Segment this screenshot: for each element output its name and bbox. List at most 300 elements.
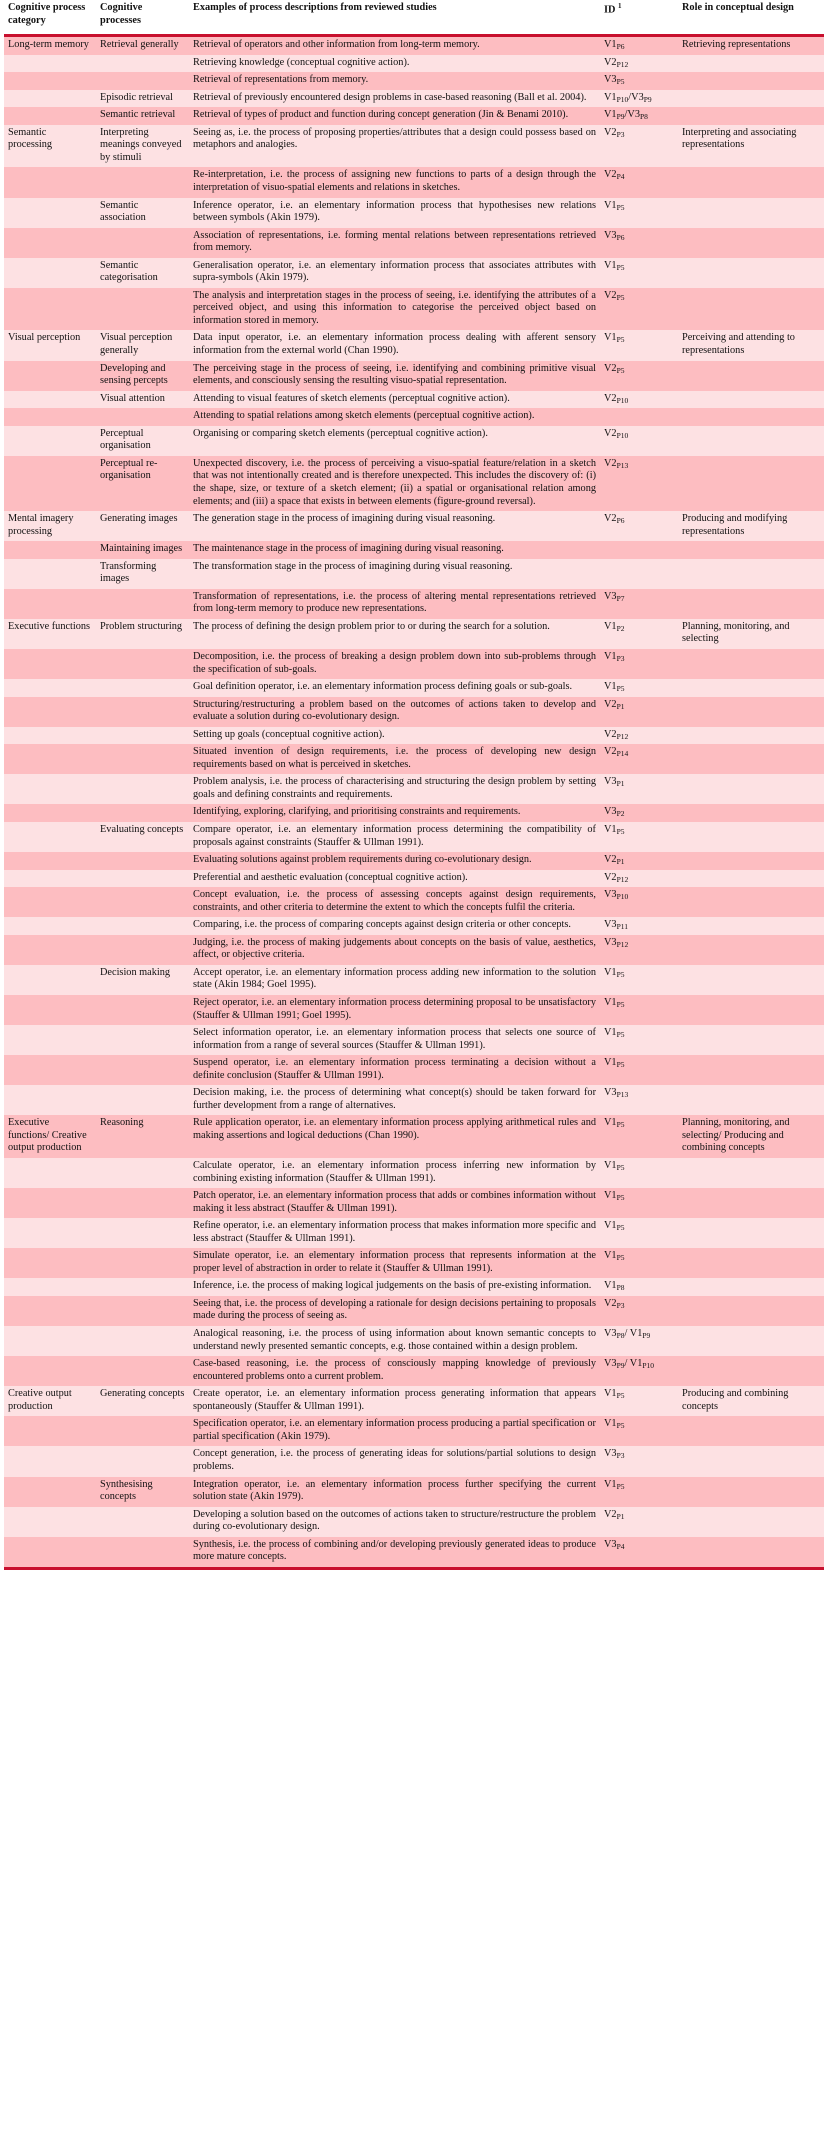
category-cell bbox=[4, 1248, 96, 1278]
process-cell bbox=[96, 870, 189, 888]
id-subscript: P6 bbox=[616, 232, 625, 242]
id-subscript: P4 bbox=[616, 172, 625, 182]
process-cell: Episodic retrieval bbox=[96, 90, 189, 108]
process-cell bbox=[96, 1248, 189, 1278]
role-cell bbox=[678, 1477, 824, 1507]
table-row bbox=[4, 935, 824, 965]
table-row bbox=[4, 744, 824, 774]
description-cell: Create operator, i.e. an elementary information process generating information that appears spontaneously (Stauffer & Ullman 1991). bbox=[189, 1386, 600, 1416]
id-cell bbox=[600, 55, 678, 73]
category-cell bbox=[4, 1446, 96, 1476]
process-cell bbox=[96, 1218, 189, 1248]
category-cell bbox=[4, 456, 96, 511]
table-row bbox=[4, 90, 824, 108]
role-cell bbox=[678, 935, 824, 965]
id-subscript: P9 bbox=[616, 112, 625, 122]
header-process: Cognitive processes bbox=[96, 0, 189, 36]
id-prefix: V2 bbox=[604, 728, 617, 740]
category-cell bbox=[4, 288, 96, 331]
category-cell bbox=[4, 774, 96, 804]
table-row bbox=[4, 408, 824, 426]
role-cell bbox=[678, 1356, 824, 1386]
description-cell: Developing a solution based on the outcomes of actions taken to structure/restructure the problem during co-evolutionary design. bbox=[189, 1507, 600, 1537]
process-cell bbox=[96, 935, 189, 965]
id-subscript: P5 bbox=[616, 826, 625, 836]
id-prefix: V2 bbox=[604, 169, 617, 181]
description-cell: Integration operator, i.e. an elementary information process further specifying the current solution state (Akin 1979). bbox=[189, 1477, 600, 1507]
id-subscript: P9 bbox=[643, 94, 652, 104]
id-cell bbox=[600, 852, 678, 870]
id-cell bbox=[600, 1446, 678, 1476]
id-prefix: V3 bbox=[604, 919, 617, 931]
id-prefix: V1 bbox=[604, 199, 617, 211]
id-prefix: V2 bbox=[604, 854, 617, 866]
id-cell bbox=[600, 72, 678, 90]
description-cell: Calculate operator, i.e. an elementary information process inferring new information by combining existing information (Stauffer & Ullman 1991). bbox=[189, 1158, 600, 1188]
id-cell bbox=[600, 107, 678, 125]
description-cell: Data input operator, i.e. an elementary information process dealing with afferent sensory information from the external world (Chan 1990). bbox=[189, 330, 600, 360]
category-cell bbox=[4, 1416, 96, 1446]
description-cell: Simulate operator, i.e. an elementary information process that represents information at the proper level of abstraction in order to relate it (Stauffer & Ullman 1991). bbox=[189, 1248, 600, 1278]
description-cell: Goal definition operator, i.e. an elementary information process defining goals or sub-goals. bbox=[189, 679, 600, 697]
id-subscript: P3 bbox=[616, 1451, 625, 1461]
id-cell bbox=[600, 1296, 678, 1326]
table-row bbox=[4, 456, 824, 511]
process-cell: Transforming images bbox=[96, 559, 189, 589]
id-prefix: V2 bbox=[604, 871, 617, 883]
id-prefix: / V1 bbox=[624, 1358, 643, 1370]
id-prefix: V2 bbox=[604, 427, 617, 439]
table-row bbox=[4, 917, 824, 935]
table-row bbox=[4, 804, 824, 822]
table-row bbox=[4, 1158, 824, 1188]
id-cell bbox=[600, 1248, 678, 1278]
category-cell bbox=[4, 965, 96, 995]
description-cell: Synthesis, i.e. the process of combining and/or developing previously generated ideas to produce more mature concepts. bbox=[189, 1537, 600, 1567]
id-cell bbox=[600, 90, 678, 108]
process-cell bbox=[96, 697, 189, 727]
id-cell bbox=[600, 330, 678, 360]
table-row bbox=[4, 107, 824, 125]
role-cell bbox=[678, 870, 824, 888]
table-row bbox=[4, 288, 824, 331]
table-row bbox=[4, 1446, 824, 1476]
role-cell bbox=[678, 1416, 824, 1446]
process-cell: Developing and sensing percepts bbox=[96, 361, 189, 391]
id-prefix: V3 bbox=[604, 776, 617, 788]
description-cell: The process of defining the design problem prior to or during the search for a solution. bbox=[189, 619, 600, 649]
id-cell bbox=[600, 649, 678, 679]
id-cell bbox=[600, 1158, 678, 1188]
id-subscript: P5 bbox=[616, 1223, 625, 1233]
role-cell bbox=[678, 1085, 824, 1115]
table-row bbox=[4, 589, 824, 619]
process-cell: Generating images bbox=[96, 511, 189, 541]
table-row bbox=[4, 965, 824, 995]
table-row bbox=[4, 697, 824, 727]
role-cell bbox=[678, 559, 824, 589]
id-subscript: P4 bbox=[616, 1541, 625, 1551]
role-cell bbox=[678, 1025, 824, 1055]
category-cell bbox=[4, 559, 96, 589]
id-cell bbox=[600, 125, 678, 168]
id-cell bbox=[600, 258, 678, 288]
id-cell bbox=[600, 774, 678, 804]
id-subscript: P5 bbox=[616, 1253, 625, 1263]
role-cell bbox=[678, 228, 824, 258]
role-cell bbox=[678, 198, 824, 228]
id-subscript: P1 bbox=[616, 779, 625, 789]
description-cell: Concept evaluation, i.e. the process of assessing concepts against design requirements, constraints, and other criteria to determine the extent to which the concepts fulfil the criteria. bbox=[189, 887, 600, 917]
id-subscript: P13 bbox=[616, 1090, 629, 1100]
role-cell bbox=[678, 456, 824, 511]
cognitive-process-table bbox=[4, 0, 824, 1567]
category-cell bbox=[4, 107, 96, 125]
process-cell: Generating concepts bbox=[96, 1386, 189, 1416]
description-cell: The generation stage in the process of imagining during visual reasoning. bbox=[189, 511, 600, 541]
role-cell bbox=[678, 90, 824, 108]
description-cell: Organising or comparing sketch elements (perceptual cognitive action). bbox=[189, 426, 600, 456]
id-prefix: V3 bbox=[604, 1328, 617, 1340]
category-cell bbox=[4, 90, 96, 108]
category-cell bbox=[4, 391, 96, 409]
process-cell bbox=[96, 1507, 189, 1537]
process-cell: Decision making bbox=[96, 965, 189, 995]
id-subscript: P8 bbox=[616, 1283, 625, 1293]
header-id bbox=[600, 0, 678, 36]
id-prefix: V2 bbox=[604, 56, 617, 68]
id-subscript: P5 bbox=[616, 77, 625, 87]
id-prefix: V3 bbox=[604, 1358, 617, 1370]
description-cell: Retrieval of operators and other information from long-term memory. bbox=[189, 36, 600, 55]
process-cell bbox=[96, 995, 189, 1025]
table-row bbox=[4, 228, 824, 258]
description-cell: Re-interpretation, i.e. the process of assigning new functions to parts of a design through the interpretation of visuo-spatial elements and relations in sketches. bbox=[189, 167, 600, 197]
id-prefix: V3 bbox=[604, 590, 617, 602]
id-prefix: V1 bbox=[604, 681, 617, 693]
id-prefix: V1 bbox=[604, 1280, 617, 1292]
id-cell bbox=[600, 870, 678, 888]
id-cell bbox=[600, 559, 678, 589]
id-prefix: V1 bbox=[604, 1388, 617, 1400]
description-cell: Association of representations, i.e. forming mental relations between representations retrieved from memory. bbox=[189, 228, 600, 258]
process-cell bbox=[96, 1446, 189, 1476]
table-row bbox=[4, 258, 824, 288]
description-cell: Reject operator, i.e. an elementary information process determining proposal to be unsatisfactory (Stauffer & Ullman 1991; Goel 1995). bbox=[189, 995, 600, 1025]
id-cell bbox=[600, 391, 678, 409]
id-prefix: V2 bbox=[604, 1508, 617, 1520]
category-cell bbox=[4, 822, 96, 852]
process-cell bbox=[96, 727, 189, 745]
category-cell bbox=[4, 649, 96, 679]
id-subscript: P1 bbox=[616, 857, 625, 867]
table-row bbox=[4, 822, 824, 852]
process-cell bbox=[96, 774, 189, 804]
description-cell: Decision making, i.e. the process of determining what concept(s) should be taken forward for further development from a range of alternatives. bbox=[189, 1085, 600, 1115]
table-body bbox=[4, 36, 824, 1567]
description-cell: Identifying, exploring, clarifying, and prioritising constraints and requirements. bbox=[189, 804, 600, 822]
process-cell: Visual perception generally bbox=[96, 330, 189, 360]
header-role: Role in conceptual design bbox=[678, 0, 824, 36]
id-subscript: P8 bbox=[616, 1331, 625, 1341]
process-cell bbox=[96, 55, 189, 73]
id-subscript: P5 bbox=[616, 1030, 625, 1040]
process-cell: Semantic retrieval bbox=[96, 107, 189, 125]
id-subscript: P10 bbox=[642, 1361, 655, 1371]
process-cell bbox=[96, 167, 189, 197]
header-id-footnote: 1 bbox=[618, 2, 622, 10]
id-cell bbox=[600, 1218, 678, 1248]
table-row bbox=[4, 198, 824, 228]
description-cell: Seeing as, i.e. the process of proposing properties/attributes that a design could possess based on metaphors and analogies. bbox=[189, 125, 600, 168]
category-cell: Visual perception bbox=[4, 330, 96, 360]
id-cell bbox=[600, 727, 678, 745]
category-cell bbox=[4, 72, 96, 90]
id-subscript: P5 bbox=[616, 1391, 625, 1401]
role-cell bbox=[678, 744, 824, 774]
table-row bbox=[4, 1188, 824, 1218]
category-cell bbox=[4, 228, 96, 258]
id-cell bbox=[600, 288, 678, 331]
id-cell bbox=[600, 1115, 678, 1158]
description-cell: Retrieval of previously encountered design problems in case-based reasoning (Ball et al. 2004). bbox=[189, 90, 600, 108]
process-cell bbox=[96, 1085, 189, 1115]
description-cell: Refine operator, i.e. an elementary information process that makes information more specific and less abstract (Stauffer & Ullman 1991). bbox=[189, 1218, 600, 1248]
table-row bbox=[4, 72, 824, 90]
id-subscript: P5 bbox=[616, 1163, 625, 1173]
process-cell bbox=[96, 852, 189, 870]
category-cell bbox=[4, 1326, 96, 1356]
role-cell: Planning, monitoring, and selecting/ Producing and combining concepts bbox=[678, 1115, 824, 1158]
role-cell bbox=[678, 426, 824, 456]
id-subscript: P5 bbox=[616, 292, 625, 302]
role-cell bbox=[678, 679, 824, 697]
table-row bbox=[4, 391, 824, 409]
description-cell: Judging, i.e. the process of making judgements about concepts on the basis of value, aesthetics, affect, or objective criteria. bbox=[189, 935, 600, 965]
description-cell: Specification operator, i.e. an elementary information process producing a partial specification or partial specification (Akin 1979). bbox=[189, 1416, 600, 1446]
header-category: Cognitive process category bbox=[4, 0, 96, 36]
id-prefix: V3 bbox=[604, 1087, 617, 1099]
category-cell bbox=[4, 1188, 96, 1218]
id-cell bbox=[600, 408, 678, 426]
process-cell bbox=[96, 408, 189, 426]
role-cell bbox=[678, 589, 824, 619]
table-row bbox=[4, 125, 824, 168]
id-subscript: P1 bbox=[616, 701, 625, 711]
table-row bbox=[4, 55, 824, 73]
table-row bbox=[4, 1416, 824, 1446]
id-cell bbox=[600, 511, 678, 541]
id-prefix: V1 bbox=[604, 1117, 617, 1129]
id-cell bbox=[600, 995, 678, 1025]
role-cell bbox=[678, 1537, 824, 1567]
table-header bbox=[4, 0, 824, 36]
role-cell: Retrieving representations bbox=[678, 36, 824, 55]
role-cell bbox=[678, 727, 824, 745]
id-prefix: V2 bbox=[604, 513, 617, 525]
role-cell bbox=[678, 55, 824, 73]
description-cell: Accept operator, i.e. an elementary information process adding new information to the solution state (Akin 1984; Goel 1995). bbox=[189, 965, 600, 995]
table-row bbox=[4, 511, 824, 541]
table-row bbox=[4, 1278, 824, 1296]
id-subscript: P9 bbox=[642, 1331, 651, 1341]
id-prefix: V2 bbox=[604, 289, 617, 301]
process-cell: Semantic association bbox=[96, 198, 189, 228]
category-cell bbox=[4, 55, 96, 73]
id-subscript: P12 bbox=[616, 939, 629, 949]
description-cell: Generalisation operator, i.e. an elementary information process that associates attributes with supra-symbols (Akin 1979). bbox=[189, 258, 600, 288]
table-bottom-rule bbox=[4, 1567, 824, 1570]
id-subscript: P5 bbox=[616, 1481, 625, 1491]
description-cell: The transformation stage in the process of imagining during visual reasoning. bbox=[189, 559, 600, 589]
category-cell bbox=[4, 1356, 96, 1386]
id-cell bbox=[600, 1507, 678, 1537]
process-cell: Retrieval generally bbox=[96, 36, 189, 55]
id-prefix: V3 bbox=[604, 1448, 617, 1460]
table-row bbox=[4, 1386, 824, 1416]
id-subscript: P5 bbox=[616, 969, 625, 979]
id-prefix: V1 bbox=[604, 1160, 617, 1172]
id-cell bbox=[600, 1278, 678, 1296]
role-cell bbox=[678, 917, 824, 935]
id-subscript: P13 bbox=[616, 460, 629, 470]
process-cell bbox=[96, 1416, 189, 1446]
id-subscript: P8 bbox=[639, 112, 648, 122]
description-cell: Seeing that, i.e. the process of developing a rationale for design decisions pertaining to proposals made during the process of seeing as. bbox=[189, 1296, 600, 1326]
role-cell bbox=[678, 408, 824, 426]
process-cell bbox=[96, 72, 189, 90]
id-prefix: V1 bbox=[604, 997, 617, 1008]
id-prefix: V1 bbox=[604, 1418, 617, 1430]
category-cell: Mental imagery processing bbox=[4, 511, 96, 541]
category-cell bbox=[4, 426, 96, 456]
id-prefix: V1 bbox=[604, 1057, 617, 1069]
id-prefix: V3 bbox=[604, 1538, 617, 1550]
description-cell: Situated invention of design requirements, i.e. the process of developing new design requirements based on what is perceived in sketches. bbox=[189, 744, 600, 774]
table-row bbox=[4, 36, 824, 55]
description-cell: Suspend operator, i.e. an elementary information process terminating a decision without a definite conclusion (Stauffer & Ullman 1991). bbox=[189, 1055, 600, 1085]
id-prefix: V2 bbox=[604, 746, 617, 758]
description-cell: The analysis and interpretation stages in the process of seeing, i.e. identifying the attributes of a perceived object, and using this information to categorise the perceived object based on information stored in memory. bbox=[189, 288, 600, 331]
id-cell bbox=[600, 1055, 678, 1085]
id-subscript: P1 bbox=[616, 1511, 625, 1521]
description-cell: The maintenance stage in the process of imagining during visual reasoning. bbox=[189, 541, 600, 559]
category-cell bbox=[4, 1477, 96, 1507]
category-cell bbox=[4, 541, 96, 559]
role-cell bbox=[678, 107, 824, 125]
id-cell bbox=[600, 198, 678, 228]
category-cell bbox=[4, 870, 96, 888]
header-id-label: ID bbox=[604, 4, 616, 16]
category-cell bbox=[4, 589, 96, 619]
role-cell: Producing and modifying representations bbox=[678, 511, 824, 541]
table-row bbox=[4, 852, 824, 870]
description-cell: Patch operator, i.e. an elementary information process that adds or combines information without making it less abstract (Stauffer & Ullman 1991). bbox=[189, 1188, 600, 1218]
category-cell bbox=[4, 727, 96, 745]
category-cell bbox=[4, 1278, 96, 1296]
table-row bbox=[4, 679, 824, 697]
role-cell bbox=[678, 1055, 824, 1085]
category-cell bbox=[4, 887, 96, 917]
category-cell: Executive functions/ Creative output production bbox=[4, 1115, 96, 1158]
role-cell bbox=[678, 1296, 824, 1326]
role-cell bbox=[678, 258, 824, 288]
id-subscript: P3 bbox=[616, 1300, 625, 1310]
id-subscript: P5 bbox=[616, 1060, 625, 1070]
description-cell: Transformation of representations, i.e. the process of altering mental representations retrieved from long-term memory to produce new representations. bbox=[189, 589, 600, 619]
table-row bbox=[4, 995, 824, 1025]
id-subscript: P2 bbox=[616, 623, 625, 633]
id-subscript: P5 bbox=[616, 202, 625, 212]
role-cell: Planning, monitoring, and selecting bbox=[678, 619, 824, 649]
table-row bbox=[4, 649, 824, 679]
process-cell bbox=[96, 589, 189, 619]
process-cell: Maintaining images bbox=[96, 541, 189, 559]
id-prefix: /V3 bbox=[624, 109, 640, 121]
id-prefix: V1 bbox=[604, 620, 617, 632]
table-row bbox=[4, 774, 824, 804]
table-row bbox=[4, 619, 824, 649]
process-cell: Synthesising concepts bbox=[96, 1477, 189, 1507]
description-cell: Attending to visual features of sketch elements (perceptual cognitive action). bbox=[189, 391, 600, 409]
category-cell bbox=[4, 935, 96, 965]
role-cell bbox=[678, 852, 824, 870]
id-prefix: V3 bbox=[604, 74, 617, 86]
role-cell bbox=[678, 541, 824, 559]
category-cell bbox=[4, 1158, 96, 1188]
table-row bbox=[4, 559, 824, 589]
id-prefix: V1 bbox=[604, 966, 617, 978]
description-cell: Attending to spatial relations among sketch elements (perceptual cognitive action). bbox=[189, 408, 600, 426]
category-cell bbox=[4, 995, 96, 1025]
category-cell bbox=[4, 258, 96, 288]
role-cell bbox=[678, 774, 824, 804]
id-cell bbox=[600, 1085, 678, 1115]
description-cell: Problem analysis, i.e. the process of characterising and structuring the design problem by setting goals and defining constraints and requirements. bbox=[189, 774, 600, 804]
process-cell bbox=[96, 887, 189, 917]
process-cell bbox=[96, 1356, 189, 1386]
id-prefix: V1 bbox=[604, 1220, 617, 1232]
id-prefix: V1 bbox=[604, 1250, 617, 1262]
role-cell bbox=[678, 887, 824, 917]
category-cell bbox=[4, 917, 96, 935]
id-subscript: P10 bbox=[616, 430, 629, 440]
category-cell: Long-term memory bbox=[4, 36, 96, 55]
role-cell bbox=[678, 965, 824, 995]
id-cell bbox=[600, 887, 678, 917]
id-cell bbox=[600, 697, 678, 727]
id-cell bbox=[600, 965, 678, 995]
id-subscript: P3 bbox=[616, 653, 625, 663]
table-row bbox=[4, 426, 824, 456]
id-prefix: V1 bbox=[604, 109, 617, 121]
id-subscript: P14 bbox=[616, 749, 629, 759]
role-cell bbox=[678, 822, 824, 852]
id-subscript: P6 bbox=[616, 516, 625, 526]
process-cell bbox=[96, 1537, 189, 1567]
id-cell bbox=[600, 589, 678, 619]
id-cell bbox=[600, 1356, 678, 1386]
id-prefix: V1 bbox=[604, 332, 617, 344]
table-row bbox=[4, 1085, 824, 1115]
id-subscript: P9 bbox=[616, 1361, 625, 1371]
process-cell: Visual attention bbox=[96, 391, 189, 409]
id-cell bbox=[600, 744, 678, 774]
id-prefix: V2 bbox=[604, 362, 617, 374]
id-prefix: V2 bbox=[604, 1297, 617, 1309]
description-cell: Setting up goals (conceptual cognitive action). bbox=[189, 727, 600, 745]
role-cell bbox=[678, 391, 824, 409]
